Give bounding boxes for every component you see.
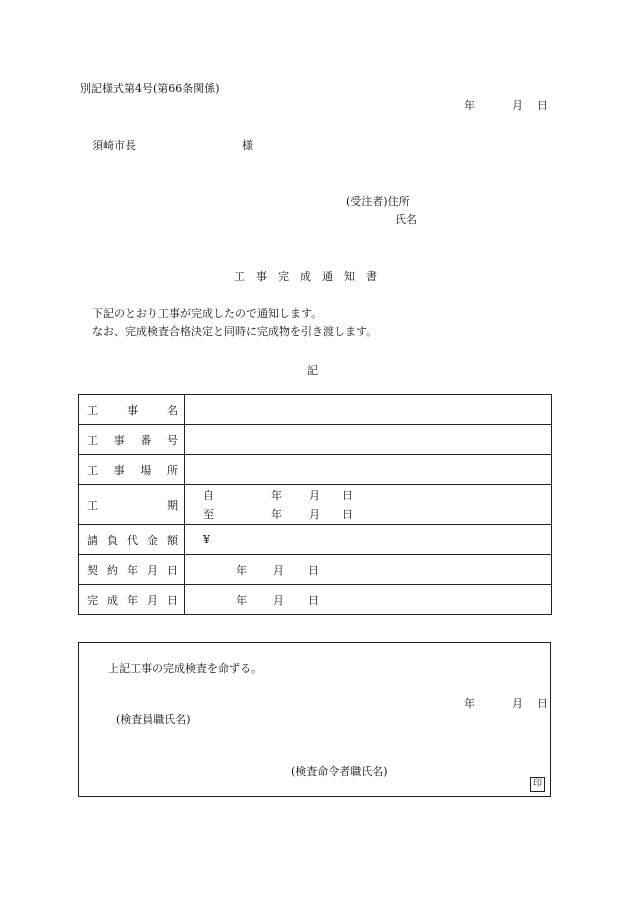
koji-basho-value[interactable] <box>185 455 552 485</box>
header-date <box>464 97 548 113</box>
label-koji-bango: 工 事 番 号 <box>79 425 185 455</box>
title-char: 書 <box>366 270 377 283</box>
ki-heading: 記 <box>307 364 318 377</box>
addressee-name: 須崎市長 <box>92 139 136 152</box>
header-date-year: 年 <box>464 99 475 112</box>
project-table <box>78 394 552 615</box>
table-row <box>79 485 552 525</box>
koki-value[interactable] <box>185 485 552 525</box>
koji-bango-value[interactable] <box>185 425 552 455</box>
document-title <box>234 268 377 284</box>
table-row <box>79 585 552 615</box>
header-date-month: 月 <box>512 99 523 112</box>
header-date-day: 日 <box>537 99 548 112</box>
title-char: 事 <box>256 270 267 283</box>
label-koji-basho: 工 事 場 所 <box>79 455 185 485</box>
table-row <box>79 425 552 455</box>
label-koji-mei: 工 事 名 <box>79 395 185 425</box>
title-char: 工 <box>234 270 245 283</box>
label-ukeoi: 請 負 代 金 額 <box>79 525 185 555</box>
koki-to: 至 年 月 日 <box>203 507 353 521</box>
table-row <box>79 525 552 555</box>
table-row <box>79 395 552 425</box>
body-line-1: 下記のとおり工事が完成したので通知します。 <box>92 307 323 320</box>
contractor-address-label: (受注者)住所 <box>346 195 410 208</box>
inspector-label: (検査員職氏名) <box>116 713 191 726</box>
title-char: 成 <box>300 270 311 283</box>
commander-label: (検査命令者職氏名) <box>291 765 388 778</box>
koki-from: 自 年 月 日 <box>203 488 353 502</box>
form-number: 別記様式第4号(第66条関係) <box>80 82 220 95</box>
table-row <box>79 455 552 485</box>
label-keiyaku: 契 約 年 月 日 <box>79 555 185 585</box>
body-line-2: なお、完成検査合格決定と同時に完成物を引き渡します。 <box>92 325 378 338</box>
kansei-value[interactable]: 年 月 日 <box>185 585 552 615</box>
inspection-order-text: 上記工事の完成検査を命ずる。 <box>108 662 262 675</box>
seal-mark: 印 <box>530 777 545 792</box>
table-row <box>79 555 552 585</box>
keiyaku-value[interactable]: 年 月 日 <box>185 555 552 585</box>
title-char: 通 <box>322 270 333 283</box>
inspection-box <box>78 642 551 797</box>
ukeoi-value[interactable] <box>185 525 552 555</box>
contractor-name-label: 氏名 <box>395 213 417 226</box>
koji-mei-value[interactable] <box>185 395 552 425</box>
label-koki: 工 期 <box>79 485 185 525</box>
label-kansei: 完 成 年 月 日 <box>79 585 185 615</box>
addressee-honorific: 様 <box>242 139 253 152</box>
title-char: 知 <box>344 270 355 283</box>
title-char: 完 <box>278 270 289 283</box>
yen-sign: ¥ <box>203 533 210 546</box>
inspection-date: 年 月 日 <box>464 697 548 710</box>
